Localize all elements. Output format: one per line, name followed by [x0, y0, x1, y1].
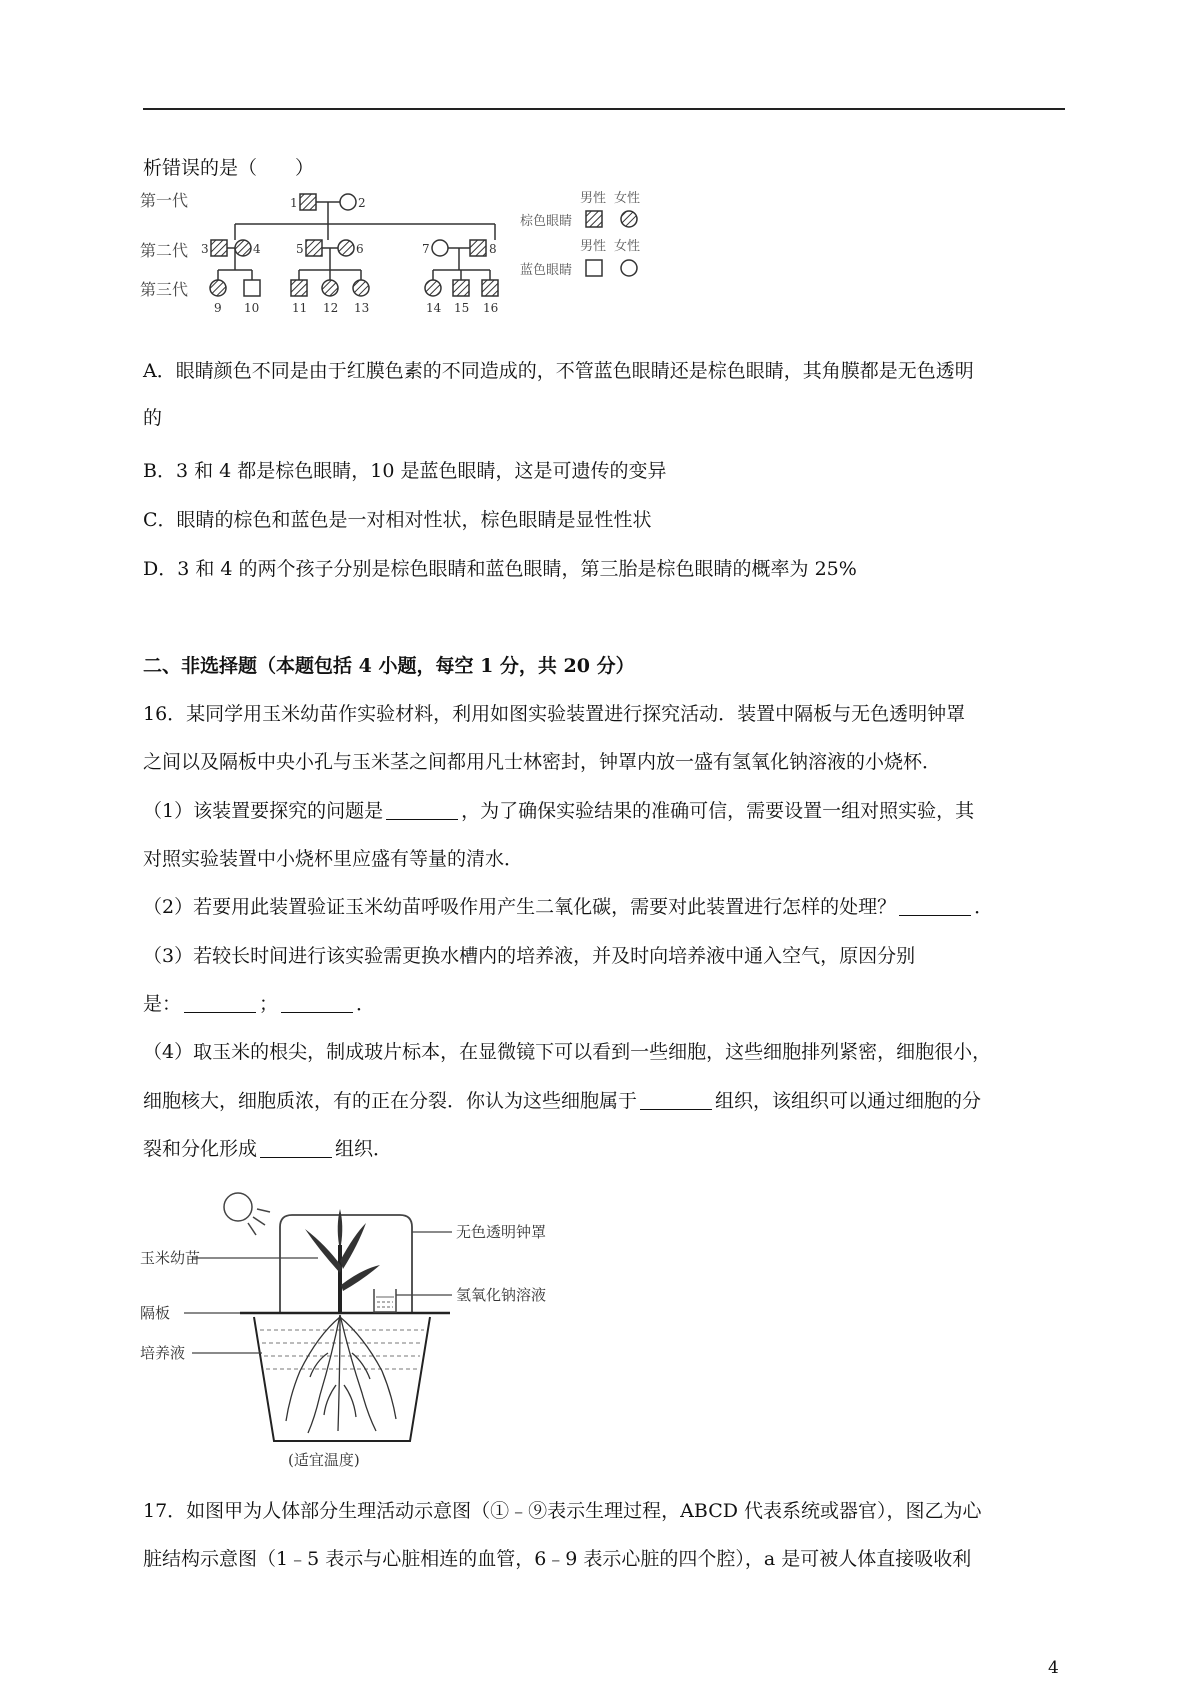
answer-blank-4[interactable] [281, 992, 353, 1013]
q17-line-2: 脏结构示意图（1﹣5 表示与心脏相连的血管，6﹣9 表示心脏的四个腔），a 是可被人体直接吸收利 [143, 1548, 972, 1570]
num-10: 10 [244, 301, 260, 315]
legend-brown-female-symbol [621, 211, 637, 227]
q16-part-1 [143, 797, 974, 825]
num-7: 7 [422, 242, 430, 256]
individual-2-blue-female [340, 194, 356, 210]
gen-label-2: 第二代 [140, 241, 189, 260]
answer-blank-6[interactable] [260, 1137, 332, 1158]
q15-option-a-cont: 的 [143, 407, 163, 429]
answer-blank-3[interactable] [184, 992, 256, 1013]
q16-stem-line-1: 16．某同学用玉米幼苗作实验材料，利用如图实验装置进行探究活动．装置中隔板与无色透明钟罩 [143, 703, 966, 725]
label-nutrient: 培养液 [140, 1344, 186, 1362]
q15-option-d: D．3 和 4 的两个孩子分别是棕色眼睛和蓝色眼睛，第三胎是棕色眼睛的概率为 25% [143, 558, 857, 580]
q16-part-1-text-b: ，为了确保实验结果的准确可信，需要设置一组对照实验，其 [461, 800, 975, 822]
corn-roots [286, 1315, 396, 1433]
q16-part-4-line-1: （4）取玉米的根尖，制成玻片标本，在显微镜下可以看到一些细胞，这些细胞排列紧密，细胞很小， [143, 1041, 992, 1063]
corn-leaf [341, 1265, 380, 1291]
label-temperature: (适宜温度) [288, 1451, 360, 1469]
q16-part-1-text-a: （1）该装置要探究的问题是 [143, 800, 384, 822]
answer-blank-5[interactable] [640, 1089, 712, 1110]
num-5: 5 [296, 242, 304, 256]
page-number: 4 [1048, 1658, 1059, 1678]
legend-female: 女性 [614, 191, 641, 206]
individual-6-brown-female [338, 240, 354, 256]
q15-option-c: C．眼睛的棕色和蓝色是一对相对性状，棕色眼睛是显性性状 [143, 509, 652, 531]
q16-part-4-line-3 [143, 1135, 392, 1163]
num-15: 15 [454, 301, 470, 315]
individual-5-brown-male [306, 240, 322, 256]
corn-leaf [305, 1229, 342, 1273]
q16-part-3-line-1: （3）若较长时间进行该实验需更换水槽内的培养液，并及时向培养液中通入空气，原因分别 [143, 945, 916, 967]
legend-blue-female-symbol [621, 260, 637, 276]
q16-part-2 [143, 893, 993, 921]
q17-line-1: 17．如图甲为人体部分生理活动示意图（①﹣⑨表示生理过程，ABCD 代表系统或器官），图乙为心 [143, 1500, 982, 1522]
q16-part-4-text-d: 组织． [335, 1138, 393, 1160]
q15-option-b: B．3 和 4 都是棕色眼睛，10 是蓝色眼睛，这是可遗传的变异 [143, 460, 667, 482]
num-11: 11 [292, 301, 308, 315]
q16-part-4-text-c: 裂和分化形成 [143, 1138, 258, 1160]
q16-part-3-line-2 [143, 990, 375, 1018]
q15-option-a: A．眼睛颜色不同是由于红膜色素的不同造成的，不管蓝色眼睛还是棕色眼睛，其角膜都是无色透明 [143, 360, 974, 382]
individual-12-brown-female [322, 280, 338, 296]
num-8: 8 [489, 242, 497, 256]
q16-part-4-text-b: 组织，该组织可以通过细胞的分 [715, 1090, 982, 1112]
individual-13-brown-female [353, 280, 369, 296]
pedigree-chart [140, 188, 700, 323]
q16-part-4-text-a: 细胞核大，细胞质浓，有的正在分裂．你认为这些细胞属于 [143, 1090, 638, 1112]
legend-male-2: 男性 [580, 239, 607, 254]
nutrient-tank [254, 1317, 430, 1441]
answer-blank-1[interactable] [386, 799, 458, 820]
q16-part-2-text: （2）若要用此装置验证玉米幼苗呼吸作用产生二氧化碳，需要对此装置进行怎样的处理？ [143, 896, 897, 918]
header-rule [143, 108, 1065, 110]
label-bell-jar: 无色透明钟罩 [456, 1223, 547, 1241]
q16-part-3-sep: ； [259, 993, 279, 1015]
q16-part-1-line-2: 对照实验装置中小烧杯里应盛有等量的清水． [143, 848, 524, 870]
individual-11-brown-male [291, 280, 307, 296]
individual-10-blue-male [244, 280, 260, 296]
answer-blank-2[interactable] [899, 895, 971, 916]
num-9: 9 [214, 301, 222, 315]
q16-part-2-end: ． [974, 896, 994, 918]
q16-part-4-line-2 [143, 1087, 981, 1115]
individual-7-blue-female [432, 240, 448, 256]
individual-16-brown-male [482, 280, 498, 296]
individual-3-brown-male [211, 240, 227, 256]
legend-blue-eyes: 蓝色眼睛 [520, 263, 573, 278]
legend-male: 男性 [580, 191, 607, 206]
label-naoh: 氢氧化钠溶液 [456, 1286, 547, 1304]
individual-4-brown-female [235, 240, 251, 256]
num-6: 6 [356, 242, 364, 256]
num-3: 3 [201, 242, 209, 256]
q16-part-3-end: ． [356, 993, 376, 1015]
naoh-beaker [374, 1289, 396, 1312]
q16-stem-line-2: 之间以及隔板中央小孔与玉米茎之间都用凡士林密封，钟罩内放一盛有氢氧化钠溶液的小烧杯． [143, 751, 942, 773]
legend-blue-male-symbol [586, 260, 602, 276]
legend-female-2: 女性 [614, 239, 641, 254]
num-1: 1 [290, 196, 298, 210]
apparatus-figure [140, 1185, 580, 1475]
label-partition: 隔板 [140, 1304, 171, 1322]
section-heading: 二、非选择题（本题包括 4 小题，每空 1 分，共 20 分） [143, 655, 635, 677]
num-16: 16 [483, 301, 499, 315]
gen-label-3: 第三代 [140, 280, 189, 299]
num-4: 4 [253, 242, 261, 256]
num-2: 2 [358, 196, 366, 210]
num-14: 14 [426, 301, 442, 315]
gen-label-1: 第一代 [140, 191, 189, 210]
individual-15-brown-male [453, 280, 469, 296]
legend-brown-male-symbol [586, 211, 602, 227]
individual-9-brown-female [210, 280, 226, 296]
q16-part-3-text: 是： [143, 993, 182, 1015]
individual-1-brown-male [300, 194, 316, 210]
individual-8-brown-male [470, 240, 486, 256]
q15-stem-tail: 析错误的是（ ） [143, 157, 315, 179]
label-seedling: 玉米幼苗 [140, 1249, 201, 1267]
individual-14-brown-female [425, 280, 441, 296]
num-12: 12 [323, 301, 339, 315]
legend-brown-eyes: 棕色眼睛 [520, 214, 573, 229]
sun-icon [224, 1193, 252, 1221]
corn-leaf [340, 1223, 366, 1269]
num-13: 13 [354, 301, 370, 315]
